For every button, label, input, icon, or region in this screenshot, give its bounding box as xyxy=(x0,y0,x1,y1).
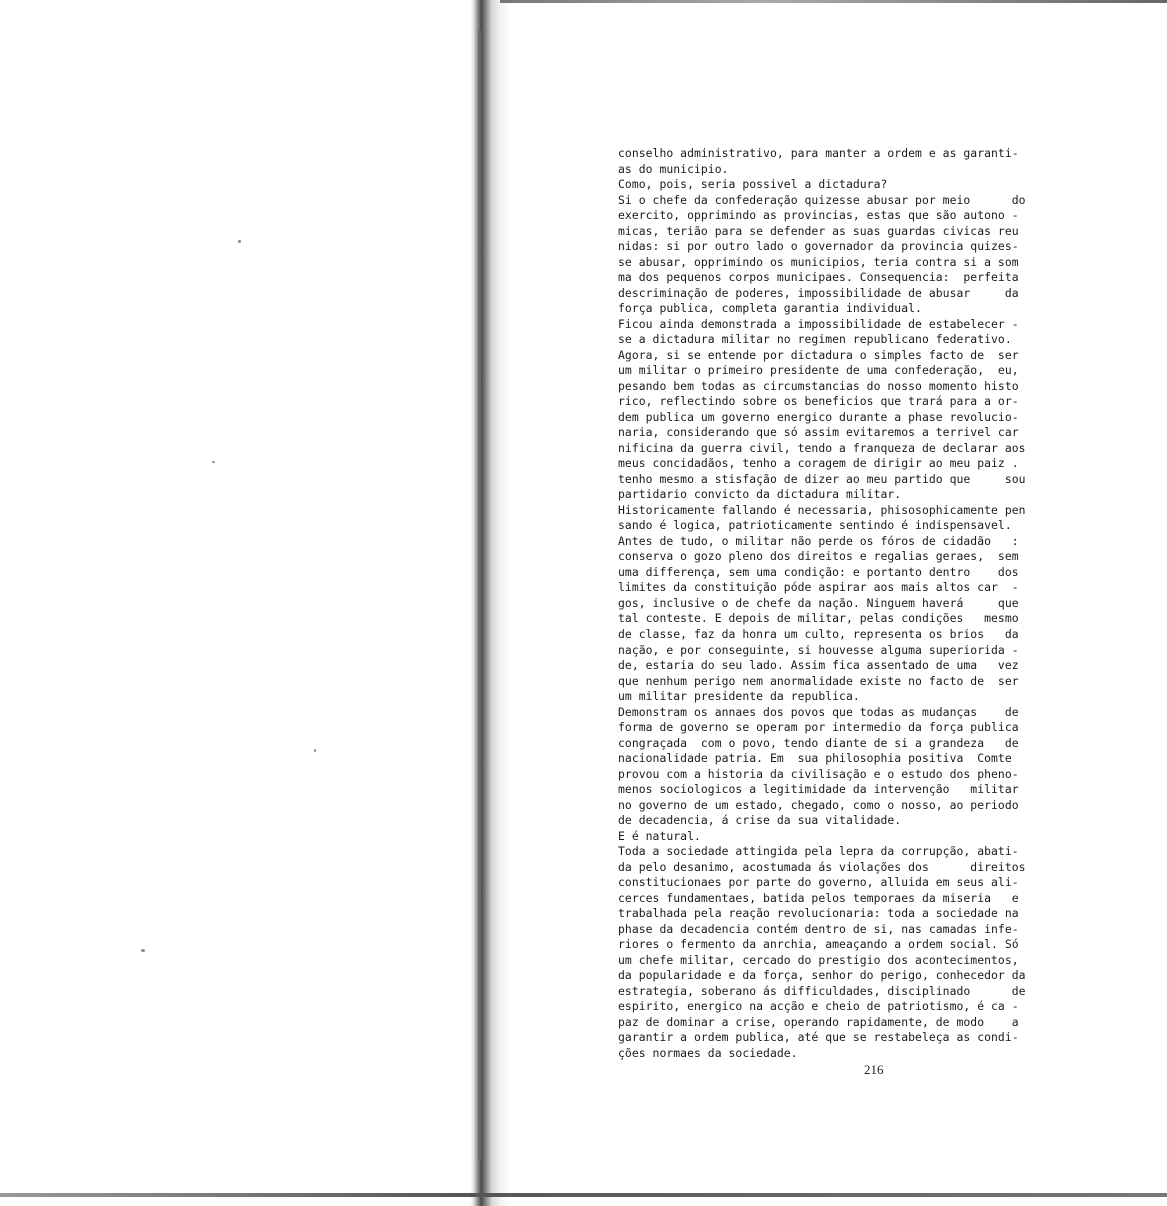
page-bottom-edge xyxy=(0,1193,1167,1197)
text-line: paz de dominar a crise, operando rapidamente, de modo a xyxy=(618,1014,1019,1029)
text-line: cerces fundamentaes, batida pelos temporaes da miseria e xyxy=(618,890,1019,905)
text-line: exercito, opprimindo as provincias, estas que são autono - xyxy=(618,208,1019,223)
text-line: nificina da guerra civil, tendo a franqueza de declarar aos xyxy=(618,440,1026,455)
text-line: Toda a sociedade attingida pela lepra da corrupção, abati- xyxy=(618,844,1019,859)
text-line: Ficou ainda demonstrada a impossibilidade de estabelecer - xyxy=(618,316,1019,331)
text-line: limites da constituição póde aspirar aos mais altos car - xyxy=(618,580,1019,595)
text-line: nacionalidade patria. Em sua philosophia positiva Comte xyxy=(618,751,1012,766)
text-line: phase da decadencia contém dentro de si, nas camadas infe- xyxy=(618,921,1019,936)
text-line: as do municipio. xyxy=(618,161,729,176)
text-line: se a dictadura militar no regimen republicano federativo. xyxy=(618,332,1012,347)
text-line: espirito, energico na acção e cheio de patriotismo, é ca - xyxy=(618,999,1019,1014)
text-line: meus concidadãos, tenho a coragem de dirigir ao meu paiz . xyxy=(618,456,1019,471)
text-line: um chefe militar, cercado do prestigio dos acontecimentos, xyxy=(618,952,1019,967)
right-page xyxy=(510,0,1167,1193)
text-line: conselho administrativo, para manter a ordem e as garanti- xyxy=(618,146,1019,160)
text-line: nação, e por conseguinte, si houvesse alguma superiorida - xyxy=(618,642,1019,657)
text-line: dem publica um governo energico durante a phase revolucio- xyxy=(618,409,1019,424)
text-line: ma dos pequenos corpos municipaes. Consequencia: perfeita xyxy=(618,270,1019,285)
text-line: Demonstram os annaes dos povos que todas as mudanças de xyxy=(618,704,1019,719)
text-line: nidas: si por outro lado o governador da provincia quizes- xyxy=(618,239,1019,254)
text-line: ções normaes da sociedade. xyxy=(618,1045,798,1060)
text-line: descriminação de poderes, impossibilidade de abusar da xyxy=(618,285,1019,300)
paper-speck xyxy=(238,240,241,243)
text-line: menos sociologicos a legitimidade da intervenção militar xyxy=(618,782,1019,797)
text-line: riores o fermento da anrchia, ameaçando a ordem social. Só xyxy=(618,937,1019,952)
text-line: uma differença, sem uma condição: e portanto dentro dos xyxy=(618,564,1019,579)
paper-speck xyxy=(212,461,215,463)
body-text xyxy=(618,146,1136,1061)
text-line: de, estaria do seu lado. Assim fica assentado de uma vez xyxy=(618,658,1019,673)
book-gutter xyxy=(470,0,510,1206)
text-line: um militar o primeiro presidente de uma confederação, eu, xyxy=(618,363,1019,378)
text-line: da popularidade e da força, senhor do perigo, conhecedor da xyxy=(618,968,1026,983)
text-line: pesando bem todas as circumstancias do nosso momento histo xyxy=(618,378,1019,393)
text-line: garantir a ordem publica, até que se restabeleça as condi- xyxy=(618,1030,1019,1045)
text-line: constitucionaes por parte do governo, alluida em seus ali- xyxy=(618,875,1019,890)
text-line: rico, reflectindo sobre os beneficios que trará para a or- xyxy=(618,394,1019,409)
page-number: 216 xyxy=(864,1062,884,1077)
text-line: naria, considerando que só assim evitaremos a terrivel car xyxy=(618,425,1019,440)
text-line: E é natural. xyxy=(618,828,701,843)
text-line: força publica, completa garantia individual. xyxy=(618,301,922,316)
text-line: de classe, faz da honra um culto, representa os brios da xyxy=(618,626,1019,641)
text-line: Agora, si se entende por dictadura o simples facto de ser xyxy=(618,347,1019,362)
text-line: da pelo desanimo, acostumada ás violações dos direitos xyxy=(618,859,1026,874)
text-line: estrategia, soberano ás difficuldades, disciplinado de xyxy=(618,983,1026,998)
text-line: Si o chefe da confederação quizesse abusar por meio do xyxy=(618,192,1026,207)
text-line: sando é logica, patrioticamente sentindo é indispensavel. xyxy=(618,518,1012,533)
text-line: partidario convicto da dictadura militar. xyxy=(618,487,902,502)
blank-left-page xyxy=(0,0,478,1196)
paper-speck xyxy=(141,949,145,952)
text-line: de decadencia, á crise da sua vitalidade. xyxy=(618,813,902,828)
text-line: gos, inclusive o de chefe da nação. Ninguem haverá que xyxy=(618,595,1019,610)
text-line: tal conteste. E depois de militar, pelas condições mesmo xyxy=(618,611,1019,626)
paper-speck xyxy=(314,749,316,752)
text-line: se abusar, opprimindo os municipios, teria contra si a som xyxy=(618,254,1019,269)
text-line: trabalhada pela reação revolucionaria: toda a sociedade na xyxy=(618,906,1019,921)
page-edge xyxy=(478,30,481,1160)
text-line: um militar presidente da republica. xyxy=(618,689,860,704)
text-line: Como, pois, seria possivel a dictadura? xyxy=(618,177,888,192)
text-line: provou com a historia da civilisação e o estudo dos pheno- xyxy=(618,766,1019,781)
text-line: no governo de um estado, chegado, como o nosso, ao periodo xyxy=(618,797,1019,812)
text-line: Historicamente fallando é necessaria, phisosophicamente pen xyxy=(618,502,1026,517)
text-line: micas, terião para se defender as suas guardas civicas reu xyxy=(618,223,1019,238)
text-line: forma de governo se operam por intermedio da força publica xyxy=(618,720,1019,735)
text-line: congraçada com o povo, tendo diante de si a grandeza de xyxy=(618,735,1019,750)
text-line: conserva o gozo pleno dos direitos e regalias geraes, sem xyxy=(618,549,1019,564)
text-line: que nenhum perigo nem anormalidade existe no facto de ser xyxy=(618,673,1019,688)
text-line: tenho mesmo a stisfação de dizer ao meu partido que sou xyxy=(618,471,1026,486)
text-line: Antes de tudo, o militar não perde os fóros de cidadão : xyxy=(618,533,1019,548)
